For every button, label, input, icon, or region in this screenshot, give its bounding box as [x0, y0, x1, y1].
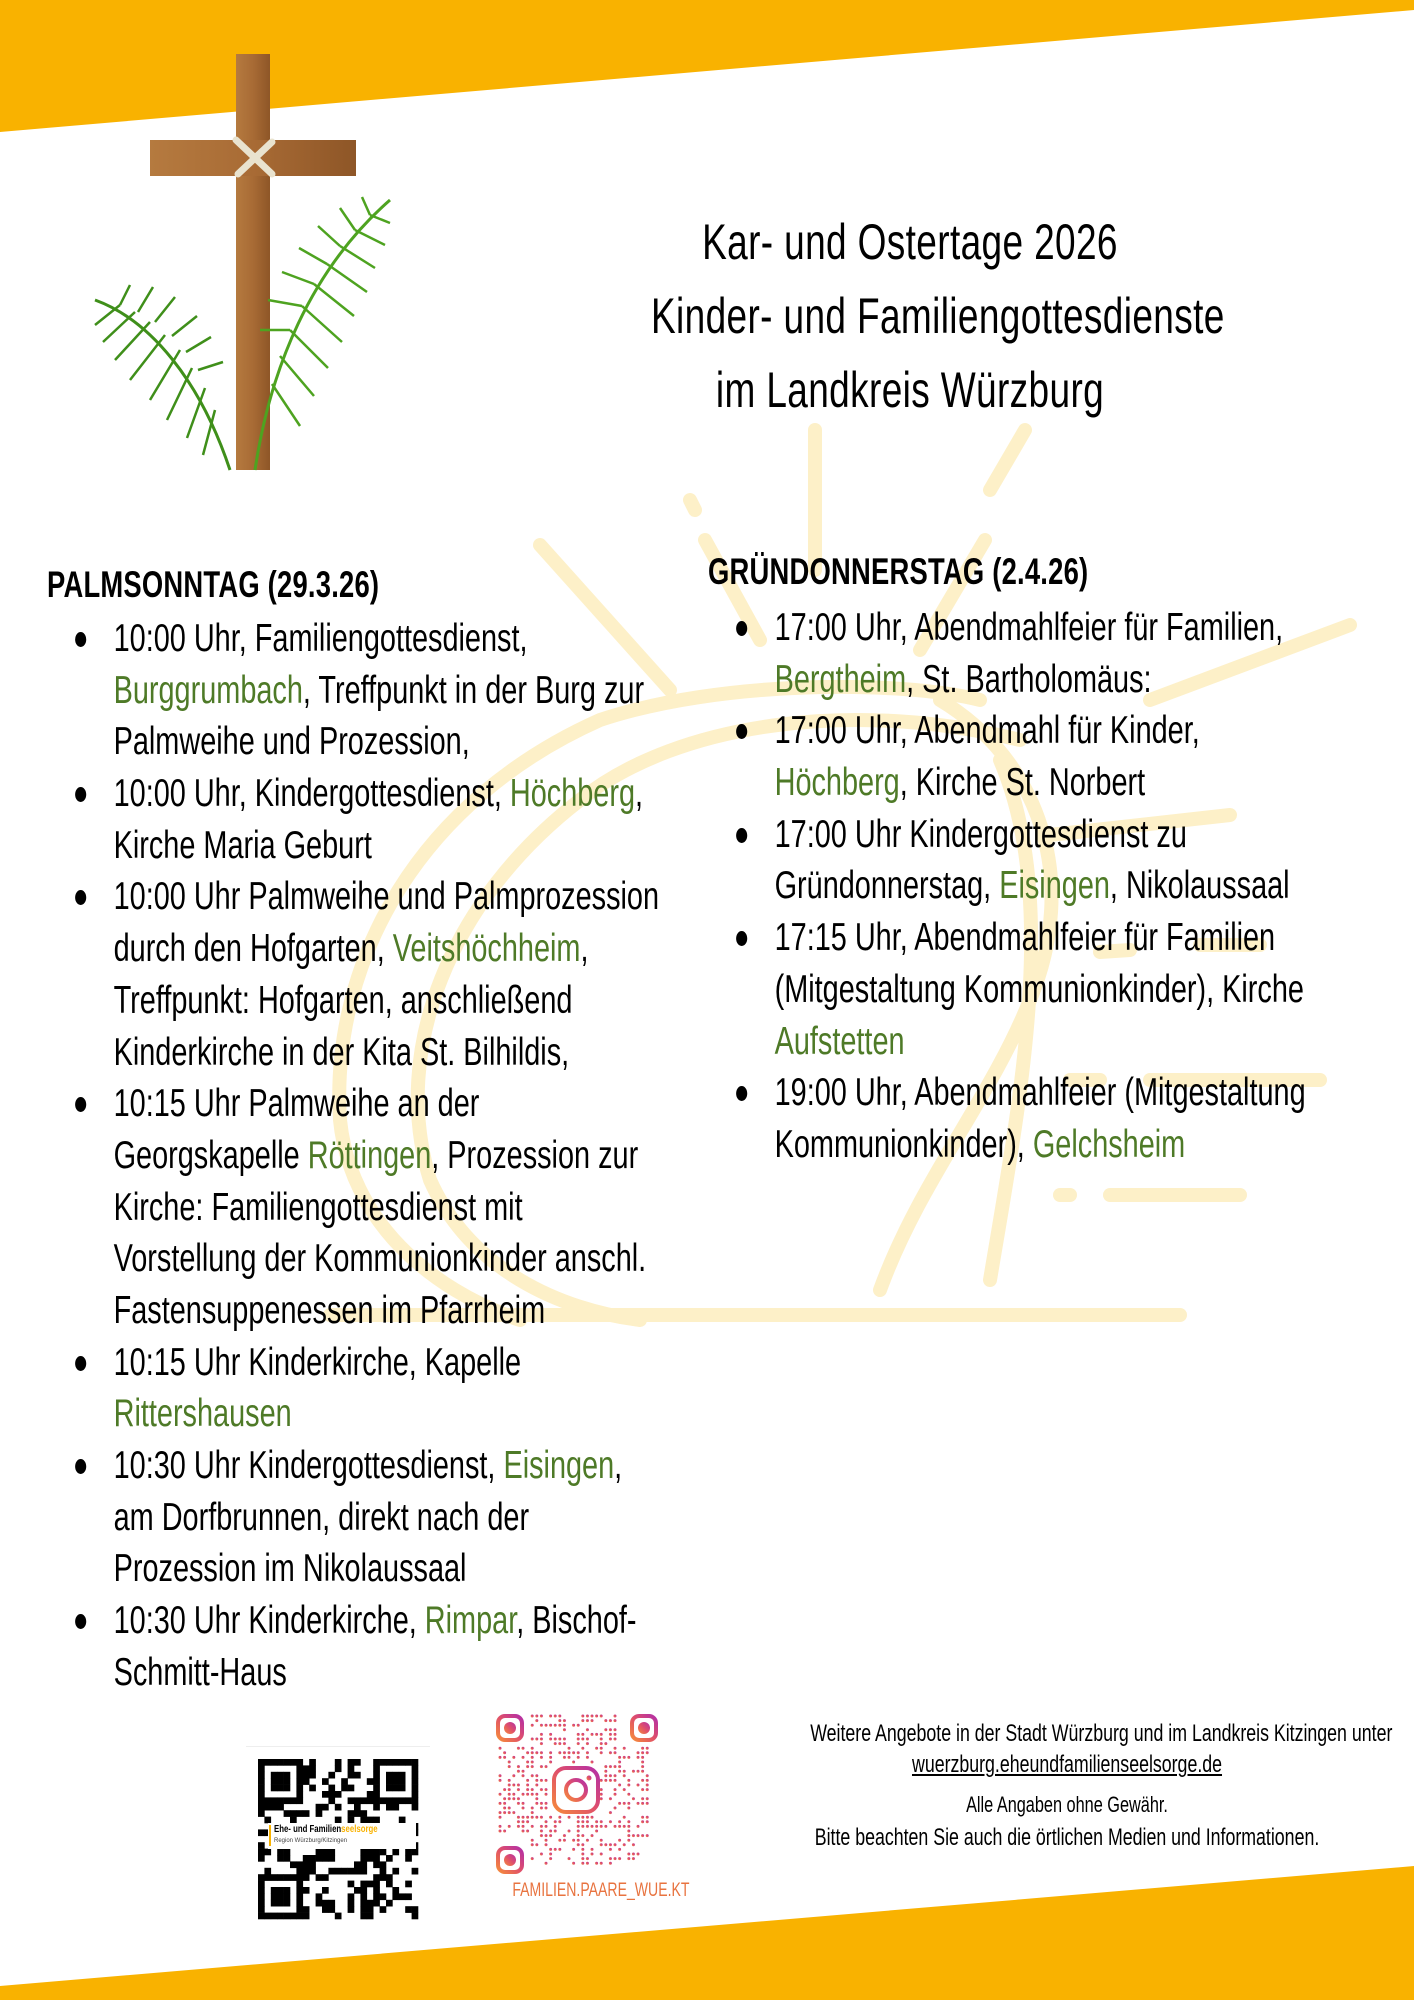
- item-text: Gründonnerstag,: [774, 864, 1000, 908]
- instagram-handle[interactable]: FAMILIEN.PAARE_WUE.KT: [512, 1880, 690, 1901]
- item-text: Prozession im Nikolaussaal: [113, 1547, 467, 1591]
- item-line: [775, 964, 1306, 1016]
- item-text: ,: [580, 927, 589, 971]
- item-text: , Nikolaussaal: [1109, 864, 1290, 908]
- item-text: Fastensuppenessen im Pfarrheim: [113, 1288, 546, 1332]
- more-offers-text: Weitere Angebote in der Stadt Würzburg und im Landkreis Kitzingen unter: [810, 1720, 1393, 1747]
- place-name: Aufstetten: [774, 1019, 905, 1063]
- item-line: [114, 1027, 659, 1079]
- website-link[interactable]: wuerzburg.eheundfamilienseelsorge.de: [911, 1751, 1223, 1778]
- palmsonntag-heading: PALMSONNTAG (29.3.26): [47, 564, 380, 605]
- item-text: Treffpunkt: Hofgarten, anschließend: [113, 978, 573, 1022]
- instagram-qr-code[interactable]: [490, 1706, 690, 1906]
- item-line: [775, 1016, 1306, 1068]
- item-line: [114, 923, 659, 975]
- bullet-icon: [736, 724, 747, 739]
- instagram-qr-icon: [490, 1706, 662, 1874]
- item-line: [114, 1337, 659, 1389]
- item-line: [775, 1119, 1306, 1171]
- item-text: Palmweihe und Prozession,: [113, 720, 470, 764]
- item-text: , Kirche St. Norbert: [899, 761, 1146, 805]
- item-line: [114, 613, 659, 665]
- item-line: [114, 665, 659, 717]
- list-item: [47, 1078, 659, 1336]
- bullet-icon: [736, 828, 747, 843]
- logo-accent: seelsorge: [341, 1824, 378, 1835]
- item-line: [114, 871, 659, 923]
- palmsonntag-list: [47, 613, 659, 1698]
- palm-branch-left-icon: [95, 285, 230, 470]
- bottom-orange-band: [0, 1866, 1414, 2000]
- list-item: [47, 871, 659, 1078]
- place-name: Gelchsheim: [1032, 1122, 1186, 1166]
- item-line: [114, 1130, 659, 1182]
- item-text: 17:00 Uhr Kindergottesdienst zu: [774, 812, 1187, 856]
- cross-with-palm-illustration: [90, 50, 410, 475]
- bullet-icon: [736, 1086, 747, 1101]
- page-title: [560, 205, 1260, 427]
- item-text: 19:00 Uhr, Abendmahlfeier (Mitgestaltung: [774, 1071, 1306, 1115]
- place-name: Röttingen: [307, 1133, 432, 1177]
- qr-logo: [268, 1823, 416, 1849]
- item-line: [114, 1285, 659, 1337]
- place-name: Eisingen: [999, 864, 1110, 908]
- item-text: , St. Bartholomäus:: [906, 657, 1152, 701]
- item-line: [775, 602, 1306, 654]
- item-line: [775, 757, 1306, 809]
- item-text: Georgskapelle: [113, 1133, 308, 1177]
- bullet-icon: [736, 621, 747, 636]
- bullet-icon: [75, 1356, 86, 1371]
- instagram-logo-icon: [554, 1768, 598, 1812]
- list-item: [708, 705, 1306, 808]
- bullet-icon: [75, 632, 86, 647]
- list-item: [708, 1067, 1306, 1170]
- item-line: [114, 1492, 659, 1544]
- list-item: [708, 809, 1306, 912]
- place-name: Bergtheim: [774, 657, 907, 701]
- title-line-1: Kar- und Ostertage 2026: [702, 214, 1118, 270]
- item-line: [775, 705, 1306, 757]
- item-text: 10:30 Uhr Kinderkirche,: [113, 1599, 425, 1643]
- item-text: , Bischof-: [516, 1599, 637, 1643]
- place-name: Höchberg: [509, 772, 636, 816]
- item-text: durch den Hofgarten,: [113, 927, 393, 971]
- place-name: Rittershausen: [113, 1392, 292, 1436]
- item-line: [114, 1078, 659, 1130]
- title-line-3: im Landkreis Würzburg: [715, 362, 1105, 418]
- item-line: [114, 975, 659, 1027]
- item-text: ,: [635, 772, 644, 816]
- list-item: [47, 1337, 659, 1440]
- item-text: , Prozession zur: [431, 1133, 639, 1177]
- local-media-note: Bitte beachten Sie auch die örtlichen Medien und Informationen.: [814, 1824, 1320, 1851]
- item-line: [114, 1595, 659, 1647]
- item-text: 10:00 Uhr, Familiengottesdienst,: [113, 617, 528, 660]
- item-text: am Dorfbrunnen, direkt nach der: [113, 1495, 530, 1539]
- disclaimer-text: Alle Angaben ohne Gewähr.: [966, 1792, 1168, 1817]
- logo-name: Ehe- und Familien: [274, 1824, 342, 1835]
- cross-vertical-beam: [236, 54, 270, 470]
- item-line: [114, 1233, 659, 1285]
- website-qr-code[interactable]: [246, 1746, 430, 1931]
- item-text: 17:15 Uhr, Abendmahlfeier für Familien: [774, 916, 1276, 960]
- bullet-icon: [75, 1614, 86, 1629]
- footer-info: [720, 1718, 1414, 1854]
- item-line: [775, 654, 1306, 706]
- item-line: [114, 1543, 659, 1595]
- place-name: Burggrumbach: [113, 668, 303, 712]
- item-line: [114, 768, 659, 820]
- logo-bracket-icon: [269, 1825, 271, 1846]
- item-text: , Treffpunkt in der Burg zur: [302, 668, 645, 712]
- list-item: [47, 1595, 659, 1698]
- item-line: [775, 912, 1306, 964]
- logo-region: Region Würzburg/Kitzingen: [274, 1838, 348, 1844]
- title-line-2: Kinder- und Familiengottesdienste: [651, 288, 1225, 344]
- item-line: [775, 1067, 1306, 1119]
- bullet-icon: [75, 1097, 86, 1112]
- item-text: 17:00 Uhr, Abendmahl für Kinder,: [774, 709, 1200, 753]
- palm-branch-right-icon: [255, 197, 390, 470]
- palmsonntag-section: [47, 565, 659, 1698]
- gruendonnerstag-heading: GRÜNDONNERSTAG (2.4.26): [708, 551, 1089, 592]
- list-item: [47, 768, 659, 871]
- item-text: 10:15 Uhr Palmweihe an der: [113, 1082, 480, 1126]
- item-text: Kinderkirche in der Kita St. Bilhildis,: [113, 1030, 570, 1074]
- item-text: Vorstellung der Kommunionkinder anschl.: [113, 1237, 647, 1281]
- item-line: [114, 1647, 659, 1699]
- bullet-icon: [75, 890, 86, 905]
- place-name: Eisingen: [503, 1444, 615, 1487]
- item-line: [114, 1440, 659, 1492]
- gruendonnerstag-list: [708, 602, 1306, 1171]
- item-line: [114, 716, 659, 768]
- bullet-icon: [75, 1459, 86, 1474]
- item-line: [114, 820, 659, 872]
- list-item: [708, 602, 1306, 705]
- place-name: Veitshöchheim: [392, 927, 581, 971]
- list-item: [47, 613, 659, 768]
- item-text: Schmitt-Haus: [113, 1650, 287, 1694]
- item-text: 10:30 Uhr Kindergottesdienst,: [113, 1444, 504, 1487]
- item-text: 10:00 Uhr Palmweihe und Palmprozession: [113, 875, 660, 919]
- item-text: 10:00 Uhr, Kindergottesdienst,: [113, 772, 510, 816]
- bullet-icon: [736, 931, 747, 946]
- place-name: Rimpar: [424, 1599, 517, 1643]
- item-line: [114, 1388, 659, 1440]
- item-line: [114, 1182, 659, 1234]
- item-line: [775, 860, 1306, 912]
- item-text: 10:15 Uhr Kinderkirche, Kapelle: [113, 1340, 522, 1384]
- item-text: Kommunionkinder),: [774, 1122, 1033, 1166]
- item-text: Kirche Maria Geburt: [113, 823, 372, 867]
- list-item: [708, 912, 1306, 1067]
- item-text: ,: [614, 1444, 623, 1487]
- item-text: Kirche: Familiengottesdienst mit: [113, 1185, 523, 1229]
- bullet-icon: [75, 787, 86, 802]
- item-text: 17:00 Uhr, Abendmahlfeier für Familien,: [774, 606, 1284, 649]
- item-line: [775, 809, 1306, 861]
- gruendonnerstag-section: [708, 552, 1306, 1171]
- list-item: [47, 1440, 659, 1595]
- place-name: Höchberg: [774, 761, 900, 805]
- item-text: (Mitgestaltung Kommunionkinder), Kirche: [774, 967, 1304, 1011]
